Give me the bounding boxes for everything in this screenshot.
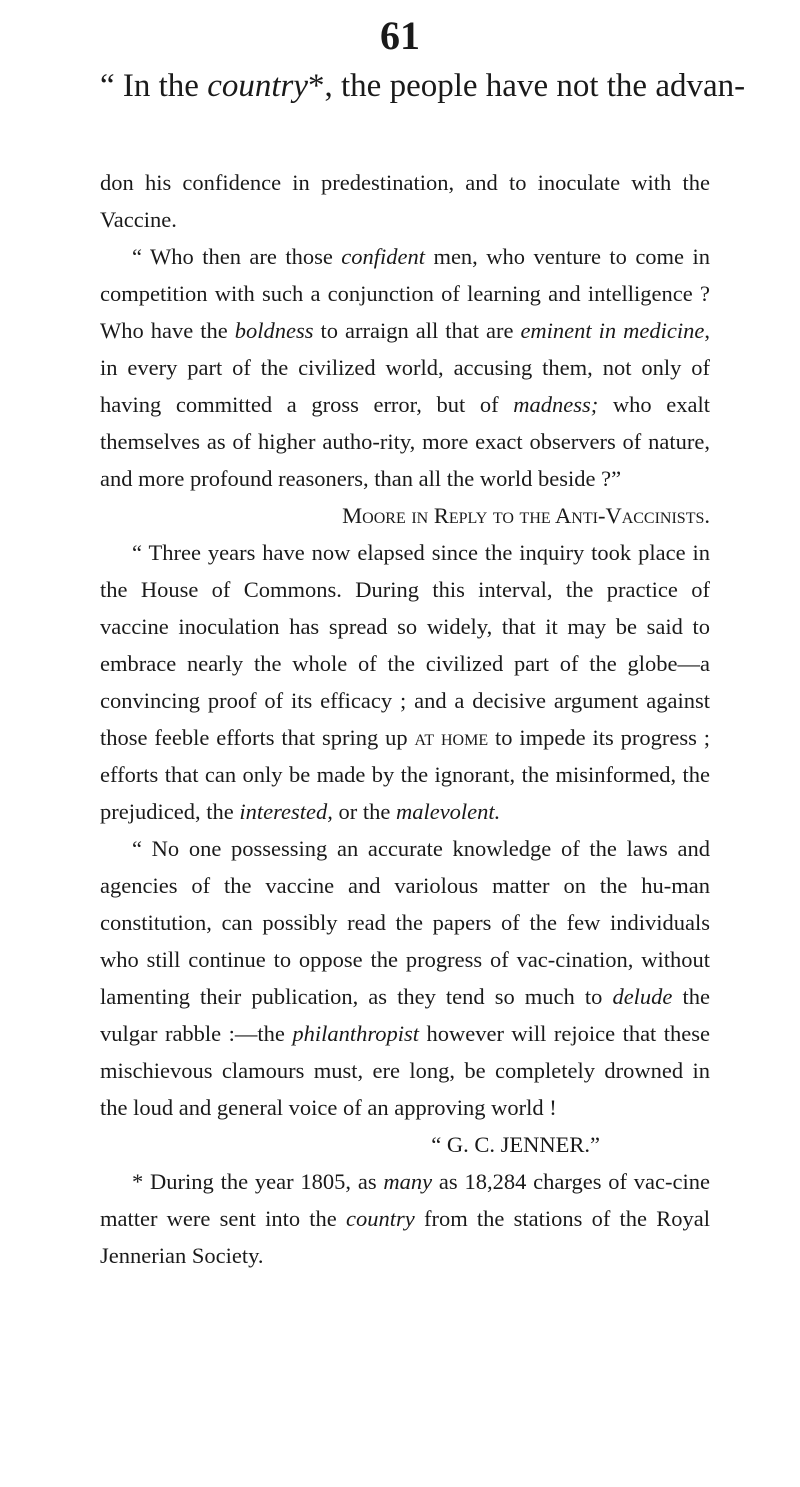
- p4-delude: delude: [612, 984, 673, 1009]
- p2-confident: confident: [341, 244, 425, 269]
- p2-text-e: who exalt themselves as of higher autho-rity, more exact observers of nature, and more profound reasoners, than all the world beside ?”: [100, 392, 710, 491]
- running-head-open: “ In the: [100, 68, 208, 104]
- p4-text-c: however will rejoice that these mischievous clamours must, ere long, be completely drowned in the loud and general voice of an approving world !: [100, 1021, 710, 1120]
- p3-text-b: to impede its progress ; efforts that can only be made by the ignorant, the misinformed, the prejudiced, the: [100, 725, 710, 824]
- signature: “ G. C. JENNER.”: [431, 1132, 600, 1157]
- p2-eminent: eminent in medicine: [520, 318, 705, 343]
- running-head-star: *: [308, 68, 325, 104]
- page-number: 61: [380, 13, 420, 58]
- fn-text-b: as 18,284 charges of vac-cine matter were sent into the: [100, 1169, 710, 1231]
- p4-philanthropist: philanthropist: [292, 1021, 420, 1046]
- fn-many: many: [383, 1169, 433, 1194]
- paragraph-4: [100, 830, 710, 1126]
- p2-madness: madness;: [513, 392, 599, 417]
- body-text: [100, 164, 710, 1274]
- fn-text-a: * During the year 1805, as: [132, 1169, 384, 1194]
- running-head-country: country: [207, 68, 309, 104]
- paragraph-2: [100, 238, 710, 497]
- p3-malevolent: malevolent.: [395, 799, 501, 824]
- p2-text-b: men, who venture to come in competition with such a conjunction of learning and intelligence ? Who have the: [100, 244, 710, 343]
- p4-text-b: the vulgar rabble :—the: [100, 984, 710, 1046]
- p4-text-a: “ No one possessing an accurate knowledge of the laws and agencies of the vaccine and variolous matter on the hu-man constitution, can possibly read the papers of the few individuals who still continue to oppose the progress of vac-cination, without lamenting their publication, as they tend so much to: [100, 836, 710, 1009]
- p2-boldness: boldness: [234, 318, 314, 343]
- fn-text-c: from the stations of the Royal Jennerian Society.: [100, 1206, 711, 1268]
- p2-text-c: to arraign all that are: [313, 318, 521, 343]
- fn-country: country: [346, 1206, 415, 1231]
- p3-interested: interested,: [239, 799, 333, 824]
- footnote: [100, 1163, 710, 1274]
- paragraph-1: don his confidence in predestination, and to inoculate with the Vaccine.: [100, 170, 710, 232]
- p3-text-c: or the: [332, 799, 396, 824]
- p3-text-a: “ Three years have now elapsed since the inquiry took place in the House of Commons. During this interval, the practice of vaccine inoculation has spread so widely, that it may be said to embrace nearly the whole of the civilized part of the globe—a convincing proof of its efficacy ; and a decisive argument against those feeble efforts that spring up: [100, 540, 710, 750]
- p3-at-home: at home: [414, 725, 489, 750]
- paragraph-3: [100, 534, 710, 830]
- running-head-rest: , the people have not the advan-: [324, 68, 746, 104]
- running-head: [100, 68, 790, 105]
- attribution: Moore in Reply to the Anti-Vaccinists.: [342, 503, 710, 528]
- p2-text-d: , in every part of the civilized world, accusing them, not only of having committed a gross error, but of: [100, 318, 711, 417]
- p2-text-a: “ Who then are those: [132, 244, 342, 269]
